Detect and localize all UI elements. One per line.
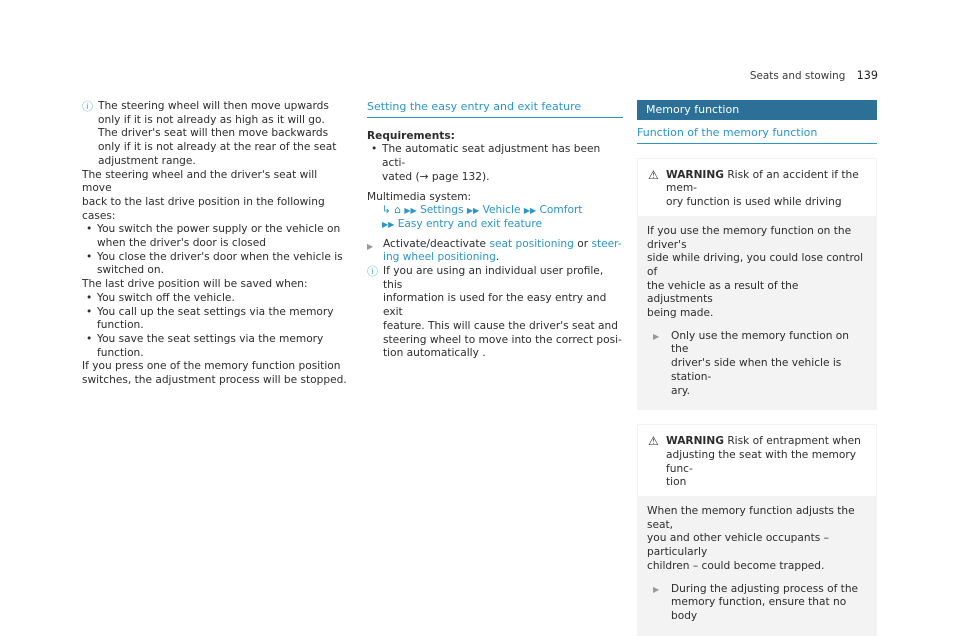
bullet-list: [82, 223, 350, 278]
double-chevron-icon: ▶▶: [523, 206, 537, 216]
text-line: • You close the driver's door when the vehicle is: [97, 250, 343, 263]
paragraph: [82, 169, 350, 224]
warning-label: WARNING: [666, 435, 724, 448]
note-line: steering wheel to move into the correct posi-: [383, 333, 622, 346]
text-line: switches, the adjustment process will be stopped.: [82, 374, 347, 387]
link-seat-positioning: seat positioning: [489, 237, 574, 250]
warning-triangle-icon: ⚠: [648, 167, 659, 182]
note-line: The driver's seat will then move backwards: [98, 127, 329, 140]
link-steering-positioning: steer-: [591, 237, 622, 250]
column-middle: [367, 100, 623, 361]
warning-box: [637, 424, 877, 635]
warning-header: [648, 169, 866, 210]
text-line: Risk of an accident if the mem-: [666, 168, 859, 195]
menu-vehicle: Vehicle: [482, 204, 521, 217]
menu-settings: Settings: [420, 204, 464, 217]
text-line: • You save the seat settings via the memory: [97, 332, 324, 345]
page-number: 139: [856, 69, 878, 82]
double-chevron-icon: ▶▶: [404, 206, 417, 216]
text-line: switched on.: [97, 264, 164, 277]
section-heading: Setting the easy entry and exit feature: [367, 100, 623, 118]
menu-comfort: Comfort: [539, 204, 583, 217]
list-item: [82, 251, 350, 278]
text-line: the vehicle as a result of the adjustments: [647, 279, 799, 306]
text-line: function.: [97, 319, 144, 332]
note-block: [367, 265, 623, 361]
bullet-list: [82, 292, 350, 361]
list-item: [82, 306, 350, 333]
note-line: The steering wheel will then move upwards: [98, 100, 329, 112]
text-line: During the adjusting process of the: [671, 582, 859, 595]
text-line: adjusting the seat with the memory func-: [666, 448, 856, 475]
list-item: [82, 223, 350, 250]
note-line: only if it is not already as high as it will go.: [98, 113, 325, 126]
text-line: cases:: [82, 209, 116, 222]
paragraph: [82, 360, 350, 387]
text-line: children – could become trapped.: [647, 559, 825, 572]
text-line: If you press one of the memory function position: [82, 360, 341, 373]
text-line: tion: [666, 476, 687, 489]
text-line: when the driver's door is closed: [97, 237, 266, 250]
text-line: When the memory function adjusts the seat,: [647, 505, 855, 531]
text-line: • You switch off the vehicle.: [97, 291, 235, 304]
note-line: tion automatically .: [383, 347, 486, 360]
menu-path-line2: [367, 218, 623, 232]
section-banner: Memory function: [637, 100, 877, 120]
column-right: [637, 100, 877, 636]
link-steering-positioning: ing wheel positioning: [383, 251, 496, 264]
action-text: or: [577, 237, 589, 250]
text-line: ary.: [671, 384, 690, 397]
text-line: • You switch the power supply or the vehicle on: [97, 223, 341, 236]
text-line: The steering wheel and the driver's seat will move: [82, 168, 318, 195]
menu-path-arrow-icon: ↳: [382, 204, 391, 217]
note-line: adjustment range.: [98, 154, 196, 167]
text-line: being made.: [647, 307, 714, 320]
text-line: Only use the memory function on the: [671, 329, 849, 356]
menu-path: [367, 204, 623, 218]
play-arrow-icon: ▶: [367, 241, 374, 251]
warning-triangle-icon: ⚠: [648, 434, 659, 449]
column-left: [82, 100, 350, 388]
text-line: side while driving, you could lose control of: [647, 252, 864, 278]
text-line: • The automatic seat adjustment has been acti-: [382, 143, 601, 170]
page-header: [750, 69, 878, 82]
text-line: • You call up the seat settings via the memory: [97, 305, 334, 318]
info-icon: ⓘ: [82, 100, 93, 113]
action-step: [647, 583, 867, 624]
text-line: If you use the memory function on the driver's: [647, 224, 852, 251]
warning-header: [648, 435, 866, 490]
menu-easy-entry: Easy entry and exit feature: [397, 217, 543, 230]
action-step: ▶ Activate/deactivate seat positioning or steer- ing wheel positioning.: [367, 237, 622, 264]
subsection-heading: Function of the memory function: [637, 126, 877, 144]
warning-box: [637, 158, 877, 411]
text-line: ory function is used while driving: [666, 196, 842, 209]
requirements-list: [367, 143, 623, 184]
home-icon: ⌂: [394, 204, 401, 217]
text-line: back to the last drive position in the following: [82, 195, 325, 208]
double-chevron-icon: ▶▶: [466, 206, 480, 216]
play-arrow-icon: ▶: [653, 584, 660, 594]
list-item: [367, 143, 623, 184]
note-block: [82, 100, 350, 169]
note-line: If you are using an individual user profile, this: [383, 265, 604, 291]
action-step: [647, 330, 867, 399]
play-arrow-icon: ▶: [653, 331, 660, 341]
warning-label: WARNING: [666, 168, 724, 181]
text-line: Risk of entrapment when: [727, 435, 861, 448]
text-line: driver's side when the vehicle is station-: [671, 357, 842, 383]
text-line: you and other vehicle occupants – particularly: [647, 532, 829, 559]
multimedia-label: Multimedia system:: [367, 190, 472, 203]
note-line: only if it is not already at the rear of the seat: [98, 141, 337, 154]
info-icon: ⓘ: [367, 265, 378, 279]
requirements-title: Requirements:: [367, 129, 455, 142]
note-line: feature. This will cause the driver's seat and: [383, 319, 618, 332]
text-line: function.: [97, 346, 144, 359]
note-line: information is used for the easy entry and exit: [383, 292, 607, 319]
double-chevron-icon: ▶▶: [382, 219, 395, 229]
text-line: memory function, ensure that no body: [671, 596, 847, 622]
list-item: [82, 292, 350, 306]
section-title: Seats and stowing: [749, 70, 846, 82]
text-line: vated (→ page 132).: [382, 170, 490, 183]
action-text: Activate/deactivate: [383, 237, 487, 250]
paragraph: The last drive position will be saved when:: [82, 278, 308, 291]
list-item: [82, 333, 350, 360]
